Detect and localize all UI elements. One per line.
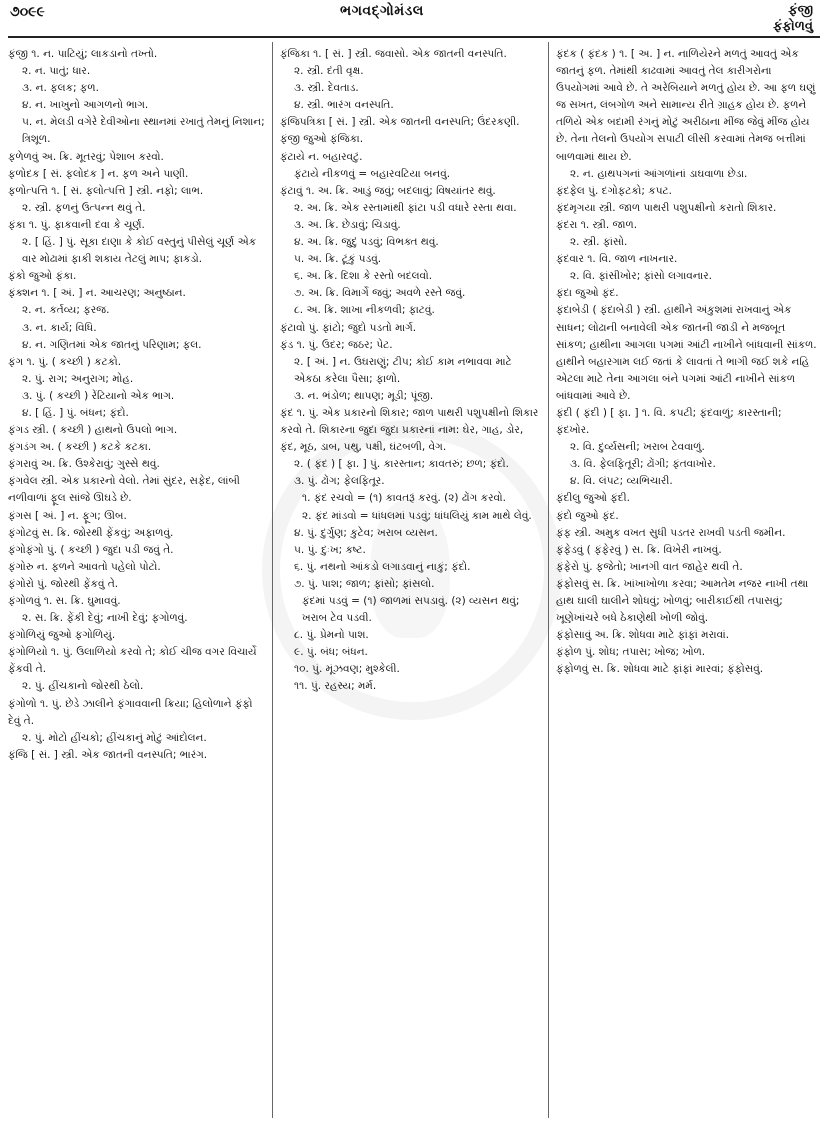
- dictionary-sense: ૩. વિ. ફેલફિતૂરી; ઢોંગી; ફંતવાખોર.: [570, 458, 716, 471]
- dictionary-entry: ફંફોસવું સ. ક્રિ. ખાંખાખોળા કરવા; આમતેમ નજર નાખી તથા હાથ ઘાલી ઘાલીને શોધવું; ખોળવું; બારીકાઈથી તપાસવું; ખૂણેખાંચરે બધે ઠેકાણેથી ખોળી જોવું.: [556, 577, 809, 625]
- dictionary-entry: ફંદી ( ફંદી ) [ ફા. ] ૧. વિ. કપટી; ફંદવાળું; કારસ્તાની; ફંદખોર.: [556, 406, 782, 437]
- dictionary-entry: ફંડ ૧. પું. ઉદર; જઠર; પેટ.: [280, 338, 393, 351]
- dictionary-sense: ૪. અ. ક્રિ. જુદું પડવું; વિભક્ત થવું.: [294, 236, 439, 249]
- dictionary-column-3: [556, 46, 818, 1118]
- dictionary-sense: ૩. પું. ઢોંગ; ફેલફિતૂર.: [294, 475, 385, 488]
- guide-word-last: ફંફોળવું: [772, 19, 813, 34]
- dictionary-sense: ૪. પું. દુર્ગુણ; કુટેવ; ખરાબ વ્યસન.: [294, 526, 438, 539]
- dictionary-sense: ૭. અ. ક્રિ. વિમાર્ગે જવું; અવળે રસ્તે જવું.: [294, 287, 466, 300]
- dictionary-entry: ફંદો જુઓ ફંદ.: [556, 509, 619, 522]
- dictionary-sense: ૧૦. પું. મૂંઝવણ; મુશ્કેલી.: [294, 663, 400, 676]
- dictionary-entry: ફંદીલુ જુઓ ફંદી.: [556, 492, 630, 505]
- dictionary-sense: ૨. સ્ત્રી. દંતી વૃક્ષ.: [294, 65, 364, 78]
- dictionary-sense: ૨. વિ. ફાંસીખોર; ફાંસો લગાવનાર.: [570, 270, 712, 283]
- dictionary-sense: ૩. ન. ભંડોળ; થાપણ; મૂડી; પૂંજી.: [294, 389, 434, 402]
- dictionary-entry: ફંગડ સ્ત્રી. ( કચ્છી ) હાથનો ઉપલો ભાગ.: [8, 424, 178, 437]
- dictionary-entry: ફંફોળ પું. શોધ; તપાસ; ખોજ; ખોળ.: [556, 646, 706, 659]
- dictionary-column-2: [280, 46, 542, 1118]
- dictionary-sense: ૨. વિ. દુર્વ્યસની; ખરાબ ટેવવાળું.: [570, 441, 705, 454]
- page-header: [0, 0, 825, 36]
- dictionary-entry: ફંફોસાવું અ. ક્રિ. શોધવા માટે ફાંફાં મરાવાં.: [556, 629, 730, 642]
- dictionary-entry: ફંગોરુ ન. ફળને આવતો પહેલો પોટો.: [8, 560, 161, 573]
- dictionary-sense: ફંટાયે નીકળવું = બહારવટિયા બનવું.: [294, 167, 451, 180]
- dictionary-column-1: [8, 46, 266, 1118]
- dictionary-entry: ફંફેડવું ( ફંફેરવું ) સ. ક્રિ. વિખેરી નાખવું.: [556, 543, 722, 556]
- dictionary-entry: ફંગરાવું અ. ક્રિ. ઉશ્કેરાવું; ગુસ્સે થવું.: [8, 458, 160, 471]
- dictionary-sense: ૧. ફંદ રચવો = (૧) કાવતરૂં કરવું. (૨) ઢોંગ કરવો.: [302, 492, 507, 505]
- dictionary-sense: ૨. સ્ત્રી. ફળનું ઉત્પન્ન થવું તે.: [22, 201, 146, 214]
- dictionary-sense: ૨. પું. રાગ; અનુરાગ; મોહ.: [22, 372, 134, 385]
- dictionary-sense: ૮. પું. પ્રેમનો પાશ.: [294, 629, 369, 642]
- dictionary-entry: ફંટાવો પું. ફાંટો; જુદો પડતો માર્ગ.: [280, 321, 417, 334]
- dictionary-entry: ફંગોફંગો પું. ( કચ્છી ) જુદા પડી જવું તે.: [8, 543, 174, 556]
- dictionary-entry: ફંફ સ્ત્રી. અમુક વખત સુધી પડતર રાખવી પડતી જમીન.: [556, 526, 786, 539]
- dictionary-sense: ૨. ( ફંદ ) [ ફા. ] પું. કારસ્તાન; કાવતરું; છળ; ફંદો.: [294, 458, 509, 471]
- dictionary-sense: ૪. વિ. લંપટ; વ્યભિચારી.: [570, 475, 673, 488]
- dictionary-entry: ફંગોળિયો ૧. પું. ઉલાળિયો કરવો તે; કોઈ ચીજ વગર વિચાર્યે ફેંકવી તે.: [8, 646, 257, 676]
- dictionary-sense: ફંદમાં પડવું = (૧) જાળમાં સપડાવું. (૨) વ્યસન થવું; ખરાબ ટેવ પડવી.: [302, 595, 520, 625]
- dictionary-sense: ૫. ન. મેલડી વગેરે દેવીઓના સ્થાનમાં રખાતું તેમનું નિશાન; ત્રિશૂળ.: [22, 116, 265, 146]
- dictionary-sense: ૧૧. પું. રહસ્ય; મર્મ.: [294, 680, 377, 693]
- dictionary-entry: ફંજી જુઓ ફંજિકા.: [280, 133, 364, 146]
- dictionary-sense: ૨. ન. પાતું; ધાર.: [22, 65, 91, 78]
- dictionary-sense: ૨. ન. કર્તવ્ય; ફરજ.: [22, 304, 110, 317]
- dictionary-sense: ૨. [ અં. ] ન. ઉઘરાણું; ટીપ; કોઈ કામ નભાવવા માટે એકઠા કરેલા પૈસા; ફાળો.: [294, 355, 512, 385]
- dictionary-sense: ૯. પું. બંધ; બંધન.: [294, 646, 368, 659]
- dictionary-sense: ૩. અ. ક્રિ. છેડાવું; ચિડાવું.: [294, 218, 401, 231]
- dictionary-sense: ૨. સ્ત્રી. ફાંસો.: [570, 236, 628, 249]
- dictionary-entry: ફંદા જુઓ ફંદ.: [556, 287, 619, 300]
- dictionary-entry: ફંદાબેડી ( ફંદાબેડી ) સ્ત્રી. હાથીને અંકુશમાં રાખવાનું એક સાધન; લોઢાની બનાવેલી એક જાતની જાડી ને મજબૂત સાંકળ; હાથીના આગલા પગમાં આંટી નાખીને બાંધવાની સાંકળ. હાથીને બહારગામ લઈ જતાં કે લાવતાં તે ભાગી જઈ શકે નહિ એટલા માટે તેના આગલા બંને પગમાં આંટી નાખીને સાંકળ બાંધવામાં આવે છે.: [556, 304, 817, 402]
- dictionary-sense: ૨. અ. ક્રિ. એક રસ્તામાંથી ફાંટા પડી વધારે રસ્તા થવા.: [294, 201, 517, 214]
- dictionary-sense: ૪. ન. ખાખુનો આગળનો ભાગ.: [22, 99, 149, 112]
- dictionary-entry: ફંટાયે ન. બહારવટું.: [280, 150, 363, 163]
- dictionary-sense: ૫. અ. ક્રિ. ટૂંકું પડવું.: [294, 253, 382, 266]
- dictionary-sense: ૪. ન. ગણિતમાં એક જાતનું પરિણામ; ફલ.: [22, 338, 202, 351]
- dictionary-entry: ફંટાવું ૧. અ. ક્રિ. આડું જવું; બદલાવું; વિષયાંતર થવું.: [280, 184, 496, 197]
- dictionary-entry: ફંગોળિયું જુઓ ફગોળિયું.: [8, 629, 116, 642]
- dictionary-entry: ફંફેરો પું. ફજેતો; ખાનગી વાત જાહેર થવી તે.: [556, 560, 743, 573]
- dictionary-entry: ફંદમૃગયા સ્ત્રી. જાળ પાથરી પશુપક્ષીનો કરાતો શિકાર.: [556, 201, 777, 214]
- dictionary-sense: ૭. પું. પાશ; જાળ; ફાંસો; ફાંસલો.: [294, 577, 435, 590]
- dictionary-sense: ૫. પું. દુઃખ; કષ્ટ.: [294, 543, 366, 556]
- dictionary-sense: ૨. [ હિં. ] પું. સૂકા દાણા કે કોઈ વસ્તુનું પીસેલું ચૂર્ણ એક વાર મોઢામાં ફાકી શકાય તેટલું માપ; ફાકડો.: [22, 236, 257, 266]
- guide-word-first: ફંજી: [788, 3, 813, 18]
- dictionary-entry: ફળોદક [ સં. ફલોદક ] ન. ફળ અને પાણી.: [8, 167, 189, 180]
- dictionary-entry: ફંક્શન ૧. [ અં. ] ન. આચરણ; અનુષ્ઠાન.: [8, 287, 186, 300]
- dictionary-entry: ફંજિકા ૧. [ સં. ] સ્ત્રી. જવાસો. એક જાતની વનસ્પતિ.: [280, 48, 507, 60]
- dictionary-entry: ફંગસ [ અં. ] ન. ફૂગ; ઊબ.: [8, 509, 127, 522]
- dictionary-sense: ૩. ન. ફલક; ફળ.: [22, 82, 99, 95]
- dictionary-entry: ફંદરા ૧. સ્ત્રી. જાળ.: [556, 218, 638, 231]
- book-title: ભગવદ્ગોમંડલ: [340, 3, 424, 19]
- dictionary-entry: ફંગ ૧. પું. ( કચ્છી ) કટકો.: [8, 355, 122, 368]
- dictionary-entry: ફંકા ૧. પું. ફાકવાની દવા કે ચૂર્ણ.: [8, 218, 145, 231]
- dictionary-sense: ૨. ન. હાથપગનાં આંગળાંનાં ડાઘવાળા છેડા.: [570, 167, 748, 180]
- dictionary-entry: ફંગવેલ સ્ત્રી. એક પ્રકારનો વેલો. તેમાં સુંદર, સફેદ, લાંબી નળીવાળાં ફૂલ સાંજે ઊઘડે છે.: [8, 475, 240, 505]
- column-divider: [272, 42, 273, 1118]
- dictionary-sense: ૬. અ. ક્રિ. દિશા કે રસ્તો બદલવો.: [294, 270, 433, 283]
- dictionary-entry: ફંદફેલ પું. દગોફટકો; કપટ.: [556, 184, 672, 197]
- dictionary-sense: ૬. પું. નથનો આંકડો લગાડવાનું નાકું; ફંદો.: [294, 560, 471, 573]
- dictionary-sense: ૩. ન. કાર્ય; વિધિ.: [22, 321, 97, 334]
- dictionary-entry: ફળેળવું અ. ક્રિ. મૂતરવું; પેશાબ કરવો.: [8, 150, 164, 163]
- dictionary-entry: ફળોત્પત્તિ ૧. [ સં. ફલોત્પત્તિ ] સ્ત્રી. નફો; લાભ.: [8, 184, 204, 197]
- dictionary-entry: ફંજિપત્રિકા [ સં. ] સ્ત્રી. એક જાતની વનસ્પતિ; ઉંદરકણી.: [280, 116, 520, 129]
- dictionary-entry: ફંગોરો પું. જોરથી ફેંકવું તે.: [8, 577, 119, 590]
- dictionary-entry: ફંજી ૧. ન. પાટિયું; લાકડાનો તખ્તો.: [8, 48, 158, 60]
- dictionary-sense: ૨. પું. મોટો હીંચકો; હીંચકાનું મોટું આંદોલન.: [22, 731, 207, 744]
- dictionary-entry: ફંકો જુઓ ફંકા.: [8, 270, 77, 283]
- dictionary-entry: ફંફોળવું સ. ક્રિ. શોધવા માટે ફાંફાં મારવાં; ફંફોસવું.: [556, 663, 764, 676]
- dictionary-entry: ફંદક ( ફંદક ) ૧. [ અ. ] ન. નાળિયેરને મળતું આવતું એક જાતનું ફળ. તેમાંથી કાઢવામાં આવતું તેલ કારીગરોના ઉપયોગમાં આવે છે. તે અરેબિયાને મળતું હોય છે. આ ફળ ઘણું જ સખત, લંબગોળ અને સામાન્ય રીતે ગ્રાહક હોય છે. ફળને તળિયે એક બદામી રંગનું મોટું અરીઠાના મીંજ જેવું મીંજ હોય છે. તેના તેલનો ઉપયોગ સપાટી લીસી કરવામાં તેમજ બત્તીમાં બાળવામાં થાય છે.: [556, 48, 816, 163]
- dictionary-entry: ફંજિ [ સં. ] સ્ત્રી. એક જાતની વનસ્પતિ; ભારંગ.: [8, 748, 208, 761]
- dictionary-entry: ફંગડંગ અ. ( કચ્છી ) કટકે કટકા.: [8, 441, 152, 454]
- dictionary-sense: ૪. [ હિં. ] પું. બંધન; ફંદો.: [22, 406, 129, 419]
- dictionary-entry: ફંગોળો ૧. પું. છેડે ઝાલીને ફંગાવવાની ક્રિયા; હિલોળાને ફંફો દેવું તે.: [8, 697, 253, 727]
- dictionary-sense: ૨. પું. હીંચકાનો જોરથી ઠેલો.: [22, 680, 144, 693]
- dictionary-entry: ફંગોટવું સ. ક્રિ. જોરથી ફેંકવું; અફાળવું.: [8, 526, 174, 539]
- dictionary-sense: ૨. સ. ક્રિ. ફેંકી દેવું; નાખી દેવું; ફગોળવું.: [22, 612, 188, 625]
- dictionary-entry: ફંદવાર ૧. વિ. જાળ નાખનાર.: [556, 253, 678, 266]
- dictionary-sense: ૩. પું. ( કચ્છી ) રેંટિયાનો એક ભાગ.: [22, 389, 175, 402]
- dictionary-sense: ૮. અ. ક્રિ. શાખા નીકળવી; ફાટવું.: [294, 304, 435, 317]
- dictionary-entry: ફંદ ૧. પું. એક પ્રકારનો શિકાર; જાળ પાથરી પશુપક્ષીનો શિકાર કરવો તે. શિકારના જુદા જુદા પ્રકારનાં નામ: ઘેર, ગાહ, ડોર, ફંદ, મૂઠ, ડાબ, પથુ, પક્ષી, ઘંટબળી, વેગ.: [280, 406, 539, 454]
- column-divider: [548, 42, 549, 1118]
- dictionary-entry: ફંગોળવું ૧. સ. ક્રિ. ઘુમાવવું.: [8, 595, 121, 607]
- dictionary-sense: ૪. સ્ત્રી. ભારંગ વનસ્પતિ.: [294, 99, 394, 112]
- page-number: ૭૦૯૯: [10, 4, 45, 20]
- header-rule: [8, 36, 820, 38]
- dictionary-sense: ૨. ફંદ માંડવો = ધાંધલમાં પડવું; ધાંધલિયું કામ માથે લેવું.: [302, 509, 532, 522]
- dictionary-sense: ૩. સ્ત્રી. દેવતાડ.: [294, 82, 359, 95]
